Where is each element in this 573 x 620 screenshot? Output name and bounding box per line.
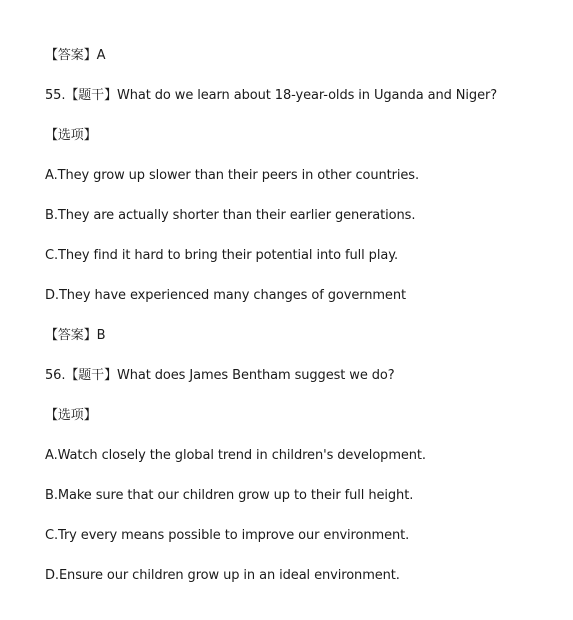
option-55-c: C.They find it hard to bring their potential into full play.	[45, 248, 398, 263]
option-56-a: A.Watch closely the global trend in children's development.	[45, 448, 426, 463]
answer-label-54: 【答案】A	[45, 48, 106, 63]
option-56-d: D.Ensure our children grow up in an ideal environment.	[45, 568, 400, 583]
option-55-d: D.They have experienced many changes of government	[45, 288, 406, 303]
answer-label-55: 【答案】B	[45, 328, 106, 343]
option-56-c: C.Try every means possible to improve our environment.	[45, 528, 410, 543]
options-label-56: 【选项】	[45, 408, 97, 423]
option-55-a: A.They grow up slower than their peers in other countries.	[45, 168, 419, 183]
question-56-stem: 56.【题干】What does James Bentham suggest we do?	[45, 368, 395, 383]
options-label-55: 【选项】	[45, 128, 97, 143]
option-56-b: B.Make sure that our children grow up to their full height.	[45, 488, 414, 503]
option-55-b: B.They are actually shorter than their earlier generations.	[45, 208, 416, 223]
question-55-stem: 55.【题干】What do we learn about 18-year-olds in Uganda and Niger?	[45, 88, 498, 103]
